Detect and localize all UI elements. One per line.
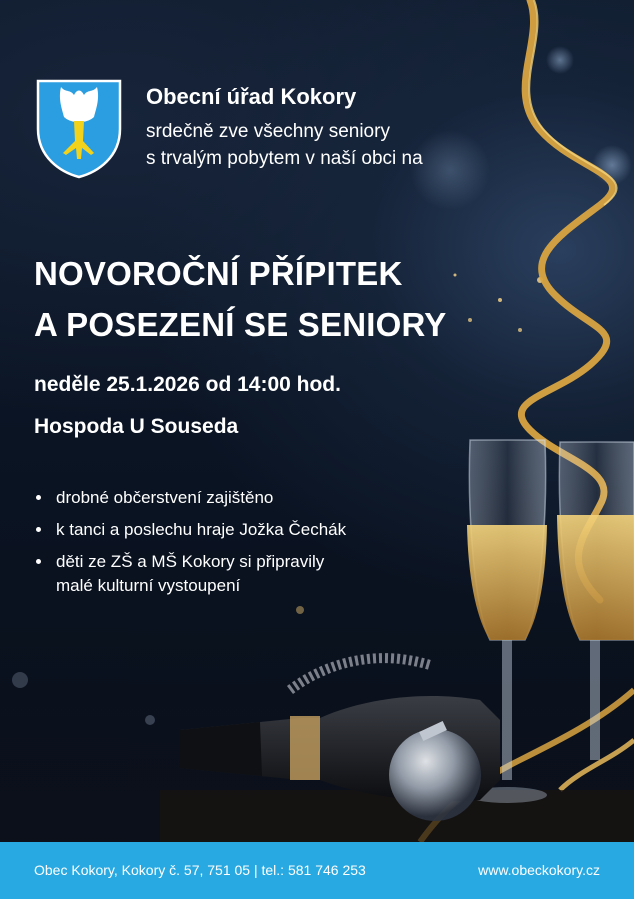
silver-bauble xyxy=(389,729,481,821)
event-title-line: NOVOROČNÍ PŘÍPITEK xyxy=(34,255,403,292)
list-item xyxy=(34,486,346,510)
event-title xyxy=(34,248,447,350)
footer-contact: Obec Kokory, Kokory č. 57, 751 05 | tel.: 581 746 253 xyxy=(34,862,366,878)
list-item-text: drobné občerstvení zajištěno xyxy=(56,488,274,507)
event-venue: Hospoda U Souseda xyxy=(34,415,239,438)
silver-tinsel xyxy=(290,658,430,690)
bokeh-light xyxy=(145,715,155,725)
bokeh-light xyxy=(518,328,522,332)
bokeh-light xyxy=(468,318,472,322)
bokeh-light xyxy=(498,298,502,302)
bokeh-light xyxy=(454,274,457,277)
bullet-icon xyxy=(36,495,41,500)
event-date-time: neděle 25.1.2026 od 14:00 hod. xyxy=(34,373,341,396)
invitation-intro xyxy=(146,118,526,172)
intro-line: srdečně zve všechny seniory xyxy=(146,121,390,142)
bullet-icon xyxy=(36,527,41,532)
list-item xyxy=(34,550,346,598)
champagne-glass xyxy=(557,442,634,760)
list-item-text: malé kulturní vystoupení xyxy=(56,576,241,595)
list-item-text: děti ze ZŠ a MŠ Kokory si připravily xyxy=(56,552,325,571)
organization-name: Obecní úřad Kokory xyxy=(146,84,357,109)
footer-bar xyxy=(0,842,634,899)
coat-of-arms-eagle-leg-icon xyxy=(36,79,122,179)
list-item xyxy=(34,518,346,542)
bokeh-light xyxy=(546,46,574,74)
program-list xyxy=(34,486,346,606)
event-title-line: A POSEZENÍ SE SENIORY xyxy=(34,306,447,343)
list-item-text: k tanci a poslechu hraje Jožka Čechák xyxy=(56,520,347,539)
footer-website-link[interactable]: www.obeckokory.cz xyxy=(478,862,600,878)
bullet-icon xyxy=(36,559,41,564)
intro-line: s trvalým pobytem v naší obci na xyxy=(146,148,423,169)
bokeh-light xyxy=(12,672,28,688)
bokeh-light xyxy=(296,606,304,614)
